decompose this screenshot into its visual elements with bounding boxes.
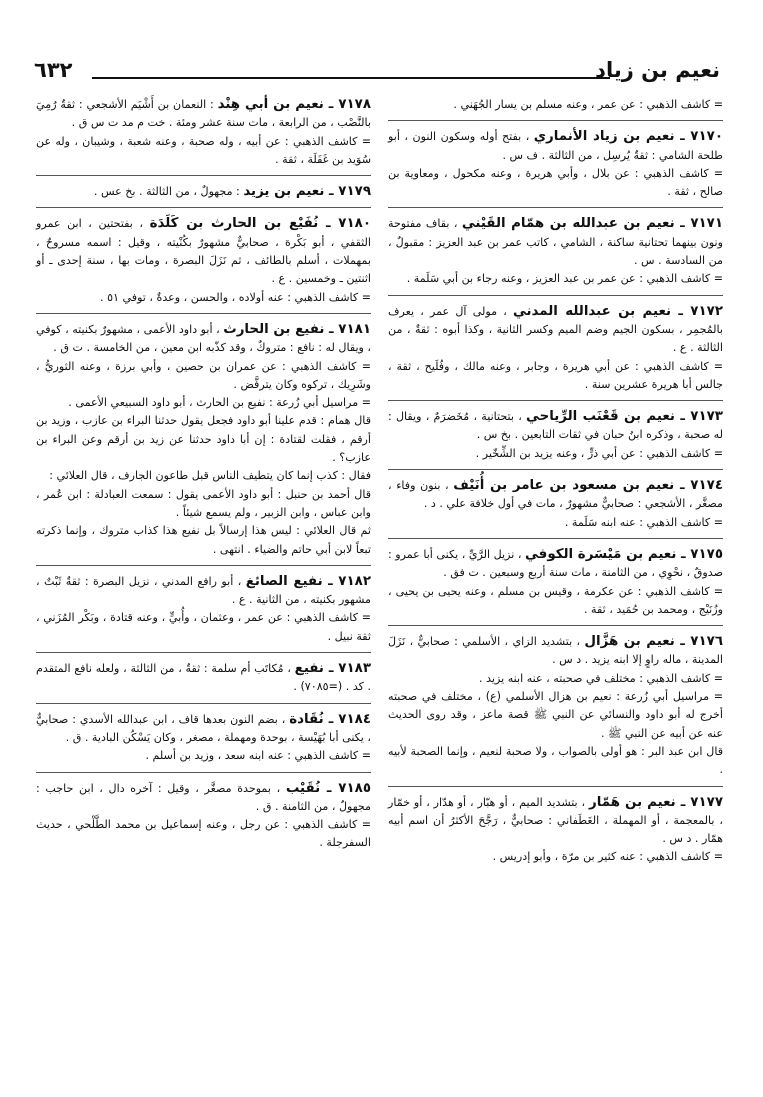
entry-heading: ٧١٨٤ ـ نُقَادة xyxy=(289,711,371,727)
entry-heading: ٧١٧٣ ـ نعيم بن قَعْنَب الرِّياحي xyxy=(526,409,723,425)
entry-text: ، مولى آل عمر ، يعرف بالمُجمِر ، بسكون الجيم وضم الميم وكسر الثانية ، وكذا أبوه : ثقةٌ ، من الثالثة . ع . xyxy=(388,304,723,355)
entry-paragraph xyxy=(388,688,723,743)
entry-paragraph xyxy=(388,165,723,202)
entry-text: ثم قال العلائي : ليس هذا إرسالاً بل نفيع هذا كذاب متروك ، وإنما ذكرته تبعاً لابن أبي حاتم والضياء . انتهى . xyxy=(36,524,371,556)
entry-paragraph xyxy=(36,183,371,201)
entry-text: = كاشف الذهبي : عن بلال ، وأبي هريرة ، وعنه مكحول ، ومعاوية بن صالح ، ثقة . xyxy=(388,166,723,199)
entry-paragraph xyxy=(36,394,371,412)
entry-paragraph xyxy=(36,215,371,288)
left-column xyxy=(36,96,371,866)
entry-paragraph xyxy=(388,633,723,670)
entry-text: = كاشف الذهبي : عن أبي ذرٍّ ، وعنه يزيد بن الشِّخّير . xyxy=(475,446,723,460)
entry-text: ، بتشديد الزاي ، الأسلمي : صحابيٌّ ، نَزَلَ المدينة ، ماله راوٍ إلا ابنه يزيد . د س . xyxy=(388,635,723,667)
entry-paragraph xyxy=(388,794,723,849)
entry-paragraph xyxy=(388,358,723,395)
entry-text: = كاشف الذهبي : عنه أولاده ، والحسن ، وعدةٌ ، توفي ٥١ . xyxy=(100,290,371,304)
entry-heading: ٧١٨٣ ـ نفيع xyxy=(294,661,371,677)
entry-text: = مراسيل أبي زُرعة : نفيع بن الحارث ، أبو داود السبيعي الأعمى . xyxy=(68,396,371,410)
entry-text: = كاشف الذهبي : عن أبيه ، وله صحبة ، وعنه شعبة ، وشيبان ، وله عن سُوَيد بن غَفَلَة ، ثقة . xyxy=(36,134,371,166)
entry-paragraph xyxy=(36,96,371,133)
entry-text: ، بضم النون بعدها قاف ، ابن عبدالله الأسدي : صحابيٌّ ، يكنى أبا بُهَيْسة ، بوحدة ومهملة ، مصغر ، وكان يَسْكُن البادية . ق . xyxy=(36,712,371,744)
entry-paragraph xyxy=(36,573,371,610)
entry-paragraph xyxy=(36,660,371,697)
entry-paragraph xyxy=(388,514,723,532)
entry-paragraph xyxy=(388,270,723,288)
entry-heading: ٧١٧١ ـ نعيم بن عبدالله بن همّام القَيْني xyxy=(461,216,724,232)
entry-paragraph xyxy=(36,321,371,358)
entry-paragraph xyxy=(36,522,371,559)
biography-entry xyxy=(388,303,723,401)
entry-paragraph xyxy=(388,670,723,688)
entry-heading: ٧١٧٨ ـ نعيم بن أبي هِنْد xyxy=(217,97,372,112)
entry-heading: ٧١٧٦ ـ نعيم بن هَزَّال xyxy=(584,634,723,650)
entry-text: فقال : كذب إنما كان يتطيف الناس قبل طاعون الجارف ، قال العلائي : xyxy=(49,469,371,483)
biography-entry xyxy=(388,546,723,626)
entry-heading: ٧١٧٥ ـ نعيم بن مَيْسَرة الكوفي xyxy=(525,546,723,562)
page-number: ٦٣٢ xyxy=(34,58,73,82)
entry-paragraph xyxy=(388,445,723,463)
entry-paragraph xyxy=(388,546,723,583)
entry-paragraph xyxy=(36,609,371,646)
entry-text: = كاشف الذهبي : عن عمر ، وعنه مسلم بن يسار الجُهَني . xyxy=(453,98,723,111)
page-header xyxy=(34,58,720,90)
entry-heading: ٧١٨١ ـ نفيع بن الحارث xyxy=(223,321,371,337)
entry-text: = كاشف الذهبي : عنه كثير بن مرّة ، وأبو إدريس . xyxy=(492,850,723,864)
entry-text: = كاشف الذهبي : عن عمران بن حصين ، وأبي برزة ، وعنه الثوريُّ ، وشَرِيك ، تركوه وكان يترفَّض . xyxy=(36,359,371,391)
entry-paragraph xyxy=(36,711,371,748)
entry-heading: ٧١٨٥ ـ نُقَيْب xyxy=(285,780,371,796)
entry-text: ، بفتح أوله وسكون النون ، أبو طلحة الشامي : ثقةٌ يُرسِل ، من الثالثة . ف س . xyxy=(388,130,723,162)
entry-paragraph xyxy=(388,303,723,358)
biography-entry xyxy=(36,780,371,859)
biography-entry xyxy=(388,408,723,470)
entry-paragraph xyxy=(36,467,371,485)
biography-entry xyxy=(388,794,723,873)
entry-paragraph xyxy=(388,128,723,165)
entry-text: ، بفتحتين ، ابن عمرو الثقفي ، أبو بَكْرة ، صحابيٌّ مشهورٌ بكُنْيته ، وقيل : اسمه مسروحٌ ، بمهملات ، أسلم بالطائف ، ثم نَزَلَ البصرة ، ومات بها ، سنة إحدى ـ أو اثنتين ـ وخمسين . ع . xyxy=(36,217,371,286)
entry-heading: ٧١٧٧ ـ نعيم بن هَمّار xyxy=(589,794,723,810)
biography-entry xyxy=(36,660,371,704)
entry-heading: ٧١٧٤ ـ نعيم بن مسعود بن عامر بن أُنَيْف xyxy=(453,478,723,494)
entry-paragraph xyxy=(36,747,371,765)
entry-text: : مجهولٌ ، من الثالثة . بخ عس . xyxy=(93,185,244,199)
biography-entry xyxy=(36,215,371,313)
entry-heading: ٧١٨٠ ـ نُفَيْع بن الحارث بن كَلَدَة xyxy=(149,216,371,232)
biography-entry xyxy=(36,96,371,176)
biography-entry xyxy=(388,96,723,121)
entry-paragraph xyxy=(388,477,723,514)
biography-entry xyxy=(388,215,723,295)
entry-text: = مراسيل أبي زُرعة : نعيم بن هزال الأسلمي (ع) ، مختلف في صحبته أخرج له أبو داود والنسائي عن النبي ﷺ قصة ماعز ، وقد روى الحديث عنه عن أبيه عن النبي ﷺ . xyxy=(388,690,723,740)
entry-paragraph xyxy=(388,96,723,114)
entry-paragraph xyxy=(36,289,371,307)
entry-heading: ٧١٧٩ ـ نعيم بن يزيد xyxy=(243,184,371,200)
entry-text: ، بتشديد الميم ، أو هبّار ، أو هدّار ، أو خمّار ، بالمعجمة ، أو المهملة ، الغَطَفاني : صحابيٌّ ، رَجَّحَ الأكثرُ أن اسم أبيه همّار . د س . xyxy=(388,795,723,846)
entry-paragraph xyxy=(36,133,371,170)
entry-paragraph xyxy=(388,408,723,445)
entry-text: = كاشف الذهبي : عن عكرمة ، وقيس بن مسلم ، وعنه يحيى بن يحيى ، وزُنَيْج ، ومحمد بن حُمَيد ، ثقة . xyxy=(388,584,723,616)
entry-text: ، أبو رافع المدني ، نزيل البصرة : ثقةٌ ثَبْتٌ ، مشهور بكنيته ، من الثانية . ع . xyxy=(36,574,371,607)
entry-text: = كاشف الذهبي : عن رجل ، وعنه إسماعيل بن محمد الطَّلْحي ، حديث السفرجلة . xyxy=(36,818,371,850)
entry-paragraph xyxy=(388,583,723,620)
entry-text: ، بتحتانية ، مُخَضرَمٌ ، ويقال : له صحبة ، وذكره ابنُ حبان في ثقات التابعين . بخ س . xyxy=(388,410,723,442)
biography-entry xyxy=(388,477,723,539)
entry-paragraph xyxy=(36,780,371,817)
entry-paragraph xyxy=(388,743,723,780)
entry-paragraph xyxy=(36,486,371,523)
entry-text: قال ابن عبد البر : هو أولى بالصواب ، ولا صحبة لنعيم ، وإنما الصحبة لأبيه . xyxy=(388,744,723,777)
entry-text: ، بنون وفاء ، مصغَّر ، الأشجعي : صحابيٌّ مشهورٌ ، مات في أول خلافة علي . د . xyxy=(388,479,723,511)
biography-entry xyxy=(388,128,723,208)
entry-text: ، أبو داود الأعمى ، مشهورٌ بكنيته ، كوفي ، ويقال له : نافع : متروكٌ ، وقد كذّبه ابن معين ، من الخامسة . ت ق . xyxy=(36,322,371,355)
entry-paragraph xyxy=(388,848,723,866)
right-column xyxy=(388,96,723,880)
entry-text: قال همام : قدم علينا أبو داود فجعل يقول حدثنا البراء بن عازب ، وزيد بن أرقم ، فقلت لقتادة : إن أبا داود حدثنا عن زيد بن أرقم وعن البراء بن عازب؟ . xyxy=(36,414,371,465)
entry-text: = كاشف الذهبي : عن عمر بن عبد العزيز ، وعنه رجاء بن أبي سَلَمة . xyxy=(406,272,723,286)
running-title: نعيم بن زياد xyxy=(595,58,720,82)
entry-heading: ٧١٧٢ ـ نعيم بن عبدالله المدني xyxy=(512,303,723,319)
entry-text: ، مُكاتَب أم سلمة : ثقةٌ ، من الثالثة ، ولعله نافع المتقدم . كد . (=٧٠٨٥) . xyxy=(36,662,371,694)
entry-heading: ٧١٨٢ ـ نفيع الصائغ xyxy=(245,573,371,589)
header-rule xyxy=(92,77,610,79)
entry-text: : النعمان بن أَشْيَم الأشجعي : ثقةٌ رُمِيَ بالنَّصْب ، من الرابعة ، مات سنة عشر ومئة . خت م مد ت س ق . xyxy=(36,98,371,130)
entry-text: قال أحمد بن حنبل : أبو داود الأعمى يقول : سمعت العبادلة : ابن عُمر ، وابن عباس ، وابن الزبير ، ولم يسمع شيئاً . xyxy=(36,487,371,519)
entry-text: = كاشف الذهبي : عنه ابنه سعد ، وزيد بن أسلم . xyxy=(145,749,371,763)
entry-text: ، بقاف مفتوحة ونون بينهما تحتانية ساكنة ، الشامي ، كاتب عمر بن عبد العزيز : مقبولٌ ، من السادسة . س . xyxy=(388,217,723,268)
biography-entry xyxy=(36,573,371,653)
biography-entry xyxy=(36,321,371,566)
entry-paragraph xyxy=(36,816,371,853)
entry-text: = كاشف الذهبي : عنه ابنه سَلَمة . xyxy=(564,515,723,529)
entry-text: ، نزيل الرَّيِّ ، يكنى أبا عمرو : صدوقٌ ، نحْوِي ، من الثامنة ، مات سنة أربع وسبعين . ت فق . xyxy=(388,547,723,580)
entry-text: ، بموحدة مصغَّر ، وقيل : آخره دال ، ابن حاجب : مجهولٌ ، من الثامنة . ق . xyxy=(36,781,371,813)
biography-entry xyxy=(36,711,371,773)
entry-text: = كاشف الذهبي : عن عمر ، وعثمان ، وأُبيٍّ ، وعنه قتادة ، وبَكْر المُزَني ، ثقة نبيل . xyxy=(36,611,371,643)
biography-entry xyxy=(388,633,723,786)
entry-paragraph xyxy=(388,215,723,270)
entry-text: = كاشف الذهبي : عن أبي هريرة ، وجابر ، وعنه مالك ، وفُلَيح ، ثقة ، جالس أبا هريرة عشرين سنة . xyxy=(388,359,723,391)
biography-entry xyxy=(36,183,371,208)
entry-paragraph xyxy=(36,358,371,395)
entry-heading: ٧١٧٠ ـ نعيم بن زياد الأنماري xyxy=(533,129,723,145)
entry-paragraph xyxy=(36,412,371,467)
entry-text: = كاشف الذهبي : مختلف في صحبته ، عنه ابنه يزيد . xyxy=(479,671,723,685)
